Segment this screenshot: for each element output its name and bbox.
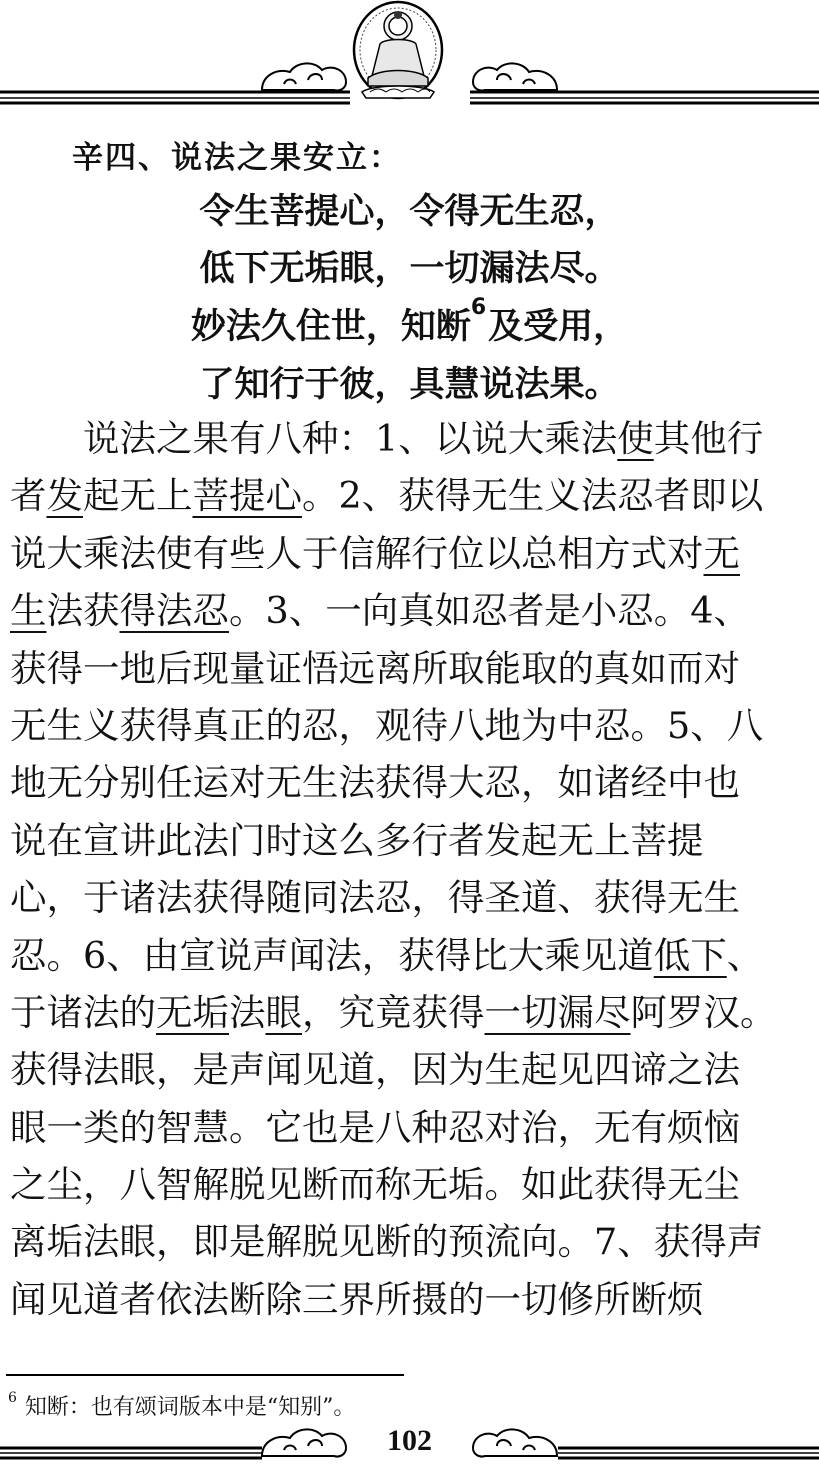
text-run: 于诸法的 [10, 990, 156, 1034]
text-line [10, 467, 810, 524]
buddha-icon [0, 0, 819, 112]
text-run: 。3、一向真如忍者是小忍。4、 [229, 589, 750, 633]
footnote-mark: 6 [8, 1390, 17, 1406]
verse-line [0, 295, 819, 349]
footnote-divider [6, 1374, 404, 1376]
verse-line [0, 184, 819, 234]
verse-text: 令生菩提心，令得无生忍， [199, 192, 620, 232]
text-line [10, 1156, 810, 1213]
text-line [10, 754, 810, 811]
footnote [8, 1390, 355, 1421]
text-run: 起无上 [83, 474, 193, 518]
text-line [10, 1213, 810, 1270]
text-run: 者 [10, 474, 47, 518]
body-paragraph [10, 410, 810, 1328]
underlined-term: 无垢 [156, 990, 229, 1034]
footnote-text: 知断：也有颂词版本中是“知别”。 [24, 1395, 356, 1420]
text-run: 、 [726, 933, 764, 977]
verse-text: 低下无垢眼，一切漏法尽。 [199, 249, 620, 289]
underlined-term: 菩提心 [192, 474, 302, 518]
text-run: ，究竟获得 [302, 990, 485, 1034]
verse-line [0, 357, 819, 407]
text-run: 法 [229, 990, 266, 1034]
text-run: 无生义获得真正的忍，观待八地为中忍。5、八 [10, 703, 764, 747]
verse-line [0, 241, 819, 291]
text-run: 。2、获得无生义法忍者即以 [302, 474, 764, 518]
underlined-term: 一切漏尽 [484, 990, 631, 1034]
text-line [10, 869, 810, 926]
verse-text: 了知行于彼，具慧说法果。 [199, 365, 620, 405]
underlined-term: 无 [703, 531, 740, 575]
section-heading: 辛四、说法之果安立： [72, 140, 402, 176]
text-run: 其他行 [653, 417, 764, 460]
underlined-term: 使 [617, 417, 654, 460]
underlined-term: 得法忍 [119, 589, 229, 633]
text-line [10, 1271, 810, 1328]
text-line [10, 640, 810, 697]
footnote-ref: 6 [470, 295, 487, 320]
underlined-term: 生 [10, 589, 47, 633]
text-line [10, 525, 810, 582]
underlined-term: 低下 [653, 933, 727, 977]
text-run: 获得一地后现量证悟远离所取能取的真如而对 [10, 646, 740, 690]
text-run: 地无分别任运对无生法获得大忍，如诸经中也 [10, 761, 740, 805]
text-line [10, 812, 810, 869]
text-run: 心，于诸法获得随同法忍，得圣道、获得无生 [10, 876, 740, 920]
verse-text: 妙法久住世，知断 [190, 307, 471, 347]
text-line [10, 410, 810, 467]
verse-text: 及受用， [488, 307, 629, 347]
text-run: 法获 [46, 589, 120, 633]
text-run: 离垢法眼，即是解脱见断的预流向。7、获得声 [10, 1220, 764, 1264]
text-run: 闻见道者依法断除三界所摄的一切修所断烦 [10, 1277, 704, 1321]
text-line [10, 582, 810, 639]
text-line [10, 927, 810, 984]
page-header-ornament [0, 0, 819, 112]
text-line [10, 1099, 810, 1156]
text-run: 阿罗汉。 [630, 990, 777, 1034]
text-line [10, 697, 810, 754]
text-run: 说在宣讲此法门时这么多行者发起无上菩提 [10, 818, 704, 862]
text-run: 忍。6、由宣说声闻法，获得比大乘见道 [10, 933, 654, 977]
page-number: 102 [387, 1424, 432, 1457]
text-run: 之尘，八智解脱见断而称无垢。如此获得无尘 [10, 1163, 740, 1207]
underlined-term: 眼 [265, 990, 302, 1034]
text-run: 说大乘法使有些人于信解行位以总相方式对 [10, 531, 704, 575]
underlined-term: 发 [46, 474, 83, 518]
text-line [10, 1041, 810, 1098]
text-run: 眼一类的智慧。它也是八种忍对治，无有烦恼 [10, 1105, 740, 1149]
text-line [10, 984, 810, 1041]
text-run: 获得法眼，是声闻见道，因为生起见四谛之法 [10, 1048, 740, 1092]
text-run: 说法之果有八种：1、以说大乘法 [10, 417, 618, 460]
